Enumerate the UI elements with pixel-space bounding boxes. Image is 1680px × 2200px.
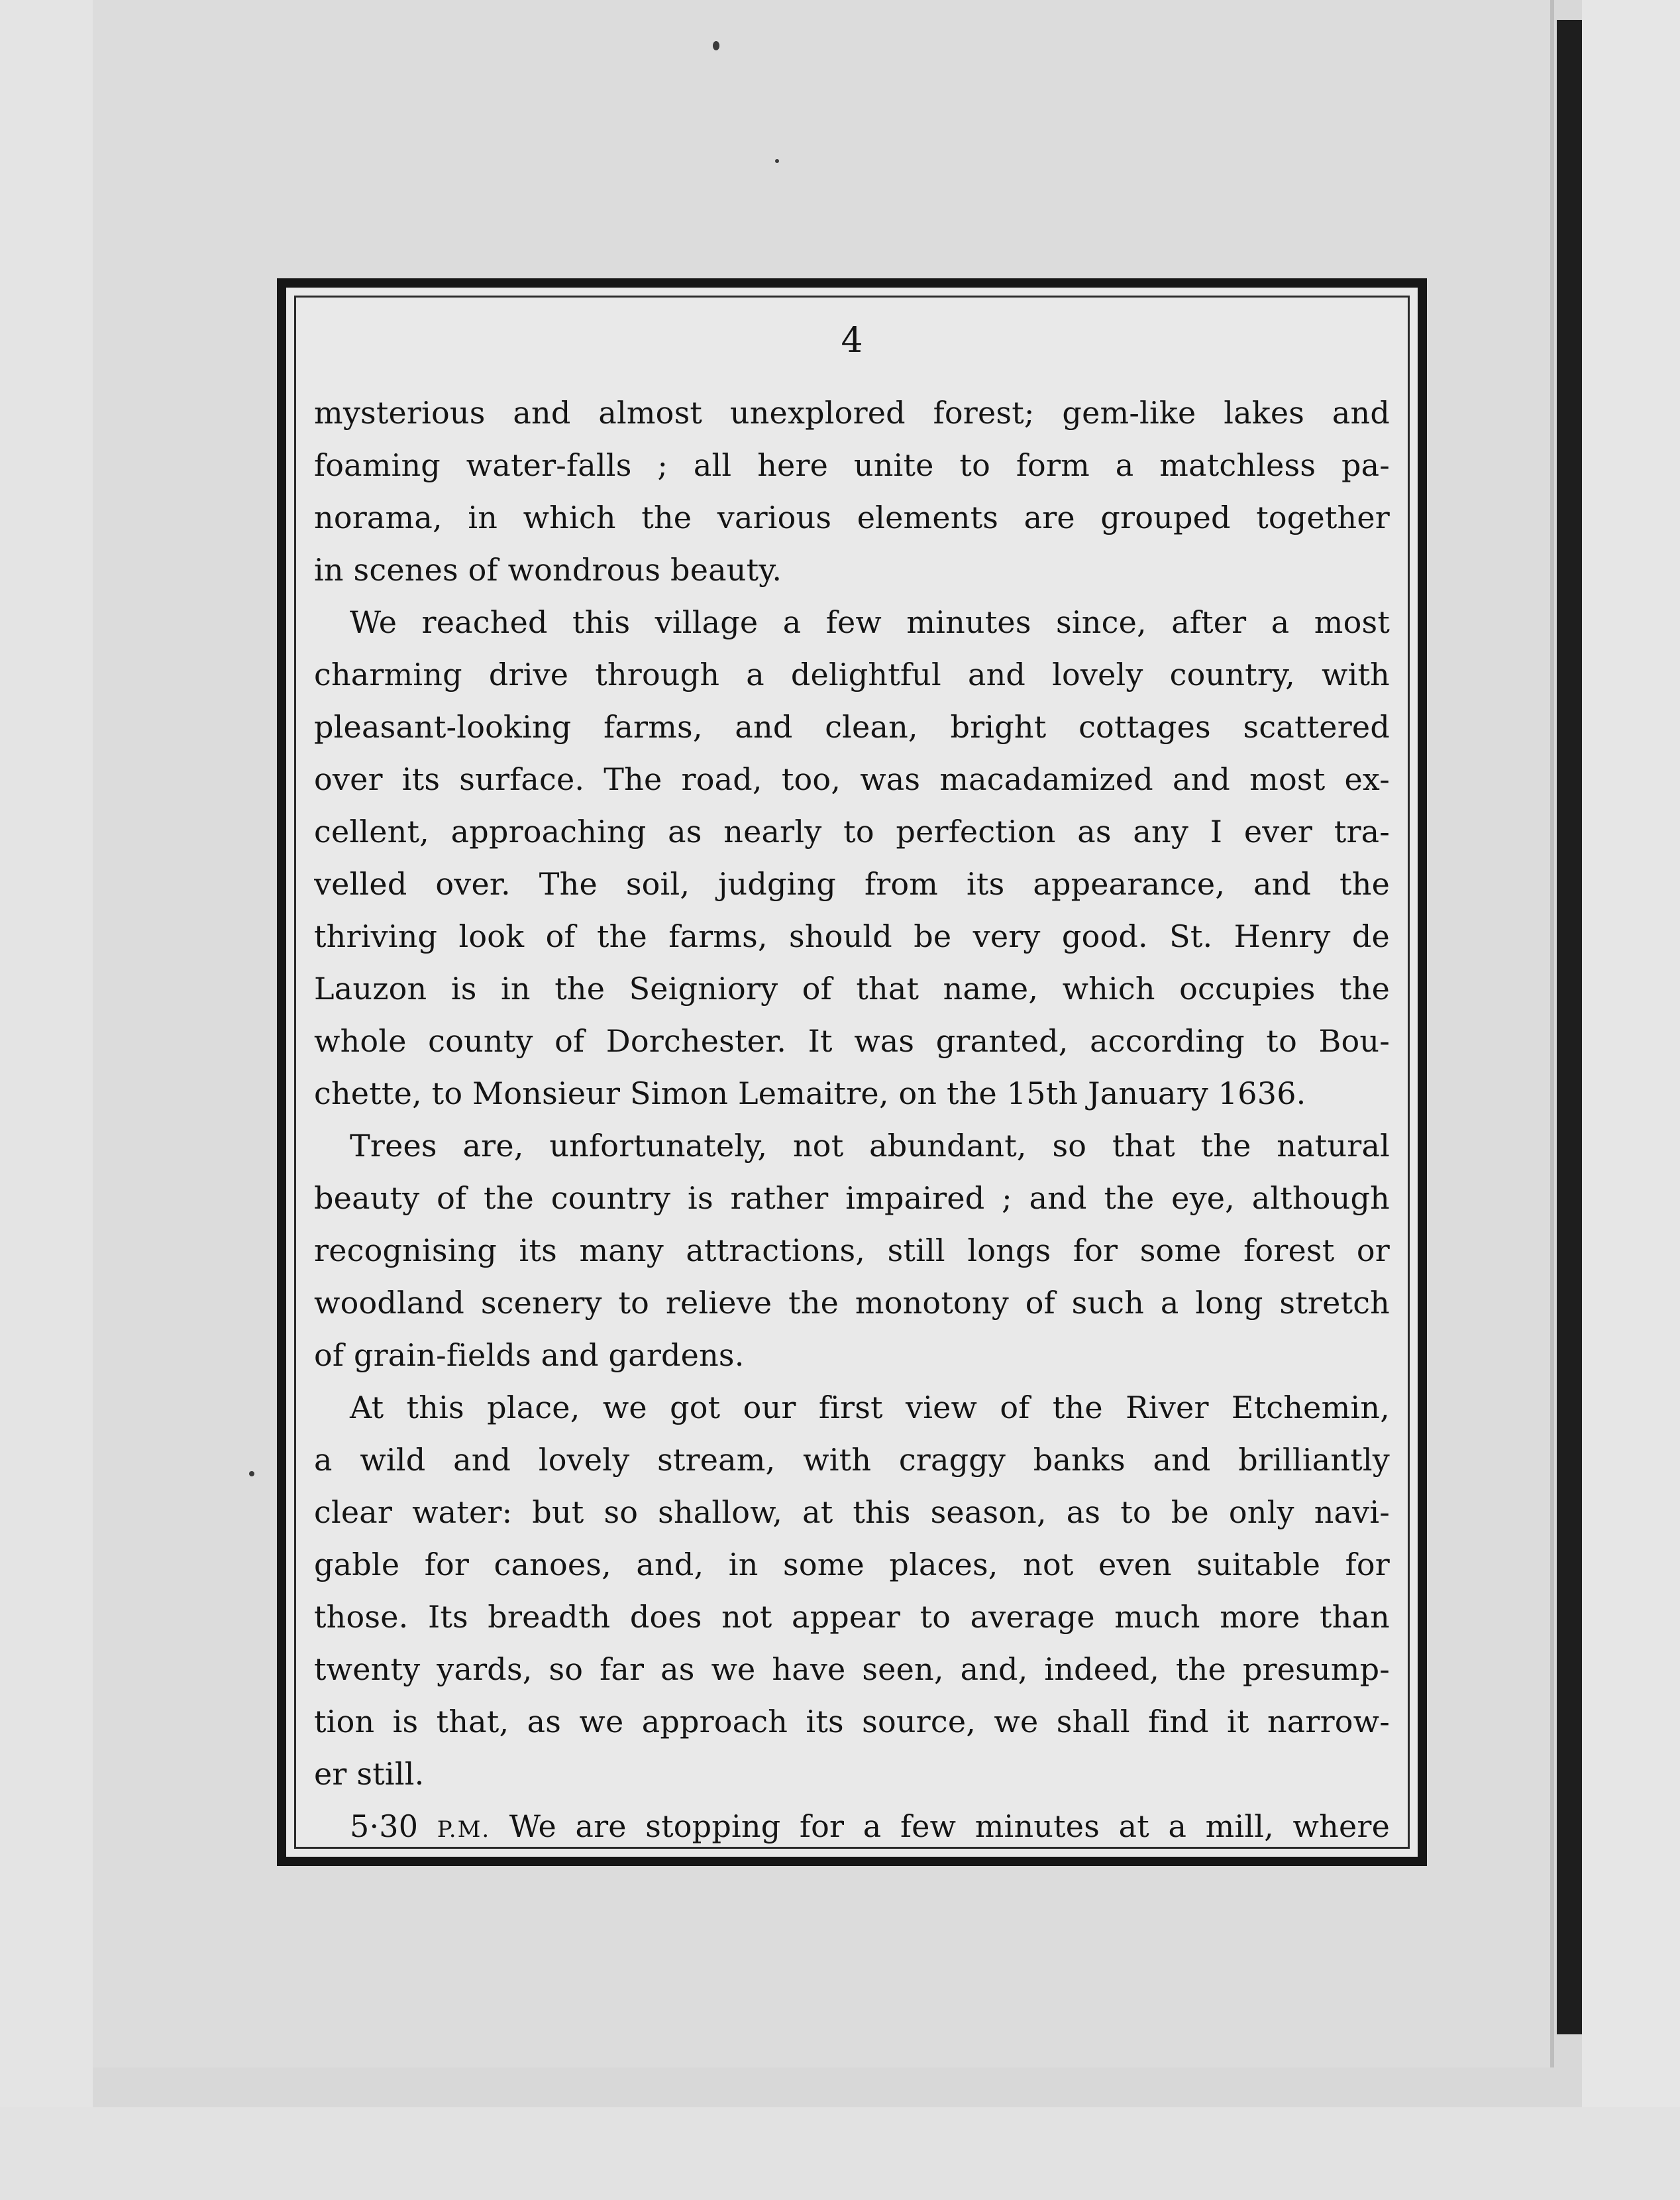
time-meridiem: P.M.	[437, 1816, 491, 1843]
time-stamp: 5·30	[350, 1808, 419, 1844]
text-line: velled over. The soil, judging from its appearance, and the	[314, 866, 1390, 902]
page-number: 4	[841, 321, 863, 360]
text-line: We reached this village a few minutes since, after a most	[350, 604, 1390, 640]
text-line: twenty yards, so far as we have seen, and, indeed, the presump-	[314, 1651, 1390, 1687]
text-line: cellent, approaching as nearly to perfection as any I ever tra-	[314, 814, 1390, 850]
text-line: woodland scenery to relieve the monotony of such a long stretch	[314, 1285, 1390, 1321]
text-line: over its surface. The road, too, was macadamized and most ex-	[314, 761, 1390, 797]
text-line: clear water: but so shallow, at this season, as to be only navi-	[314, 1494, 1390, 1530]
text-line: tion is that, as we approach its source, we shall find it narrow-	[314, 1704, 1390, 1739]
text-line: foaming water-falls ; all here unite to form a matchless pa-	[314, 447, 1390, 483]
text-line: a wild and lovely stream, with craggy banks and brilliantly	[314, 1442, 1390, 1478]
final-line-text: We are stopping for a few minutes at a mill, where	[509, 1808, 1390, 1844]
text-frame	[277, 278, 1427, 1866]
text-line: chette, to Monsieur Simon Lemaitre, on the 15th January 1636.	[314, 1075, 1306, 1111]
text-line: er still.	[314, 1756, 425, 1792]
text-line: pleasant-looking farms, and clean, bright cottages scattered	[314, 709, 1390, 745]
text-line: recognising its many attractions, still longs for some forest or	[314, 1233, 1390, 1268]
text-line: At this place, we got our first view of the River Etchemin,	[350, 1390, 1390, 1425]
scan-left-margin	[0, 0, 93, 2200]
text-line: thriving look of the farms, should be very good. St. Henry de	[314, 918, 1390, 954]
text-line: beauty of the country is rather impaired ; and the eye, although	[314, 1180, 1390, 1216]
text-line: gable for canoes, and, in some places, not even suitable for	[314, 1547, 1390, 1582]
scan-speck	[713, 41, 719, 50]
body-text	[314, 387, 1390, 1853]
text-line: in scenes of wondrous beauty.	[314, 552, 782, 588]
adjacent-page-edge	[1557, 20, 1582, 2034]
scan-speck	[775, 159, 779, 163]
text-line: those. Its breadth does not appear to average much more than	[314, 1599, 1390, 1635]
text-line: charming drive through a delightful and lovely country, with	[314, 657, 1390, 692]
text-line: of grain-fields and gardens.	[314, 1337, 745, 1373]
text-line: Lauzon is in the Seigniory of that name, which occupies the	[314, 971, 1390, 1007]
text-line: norama, in which the various elements are grouped together	[314, 500, 1390, 535]
scan-bottom-margin	[0, 2107, 1680, 2200]
scan-right-margin	[1582, 0, 1680, 2200]
text-line: Trees are, unfortunately, not abundant, so that the natural	[350, 1128, 1390, 1164]
text-line: mysterious and almost unexplored forest; gem-like lakes and	[314, 395, 1390, 431]
text-line: whole county of Dorchester. It was granted, according to Bou-	[314, 1023, 1390, 1059]
scan-speck	[249, 1471, 254, 1476]
text-line-final	[314, 1800, 1390, 1853]
